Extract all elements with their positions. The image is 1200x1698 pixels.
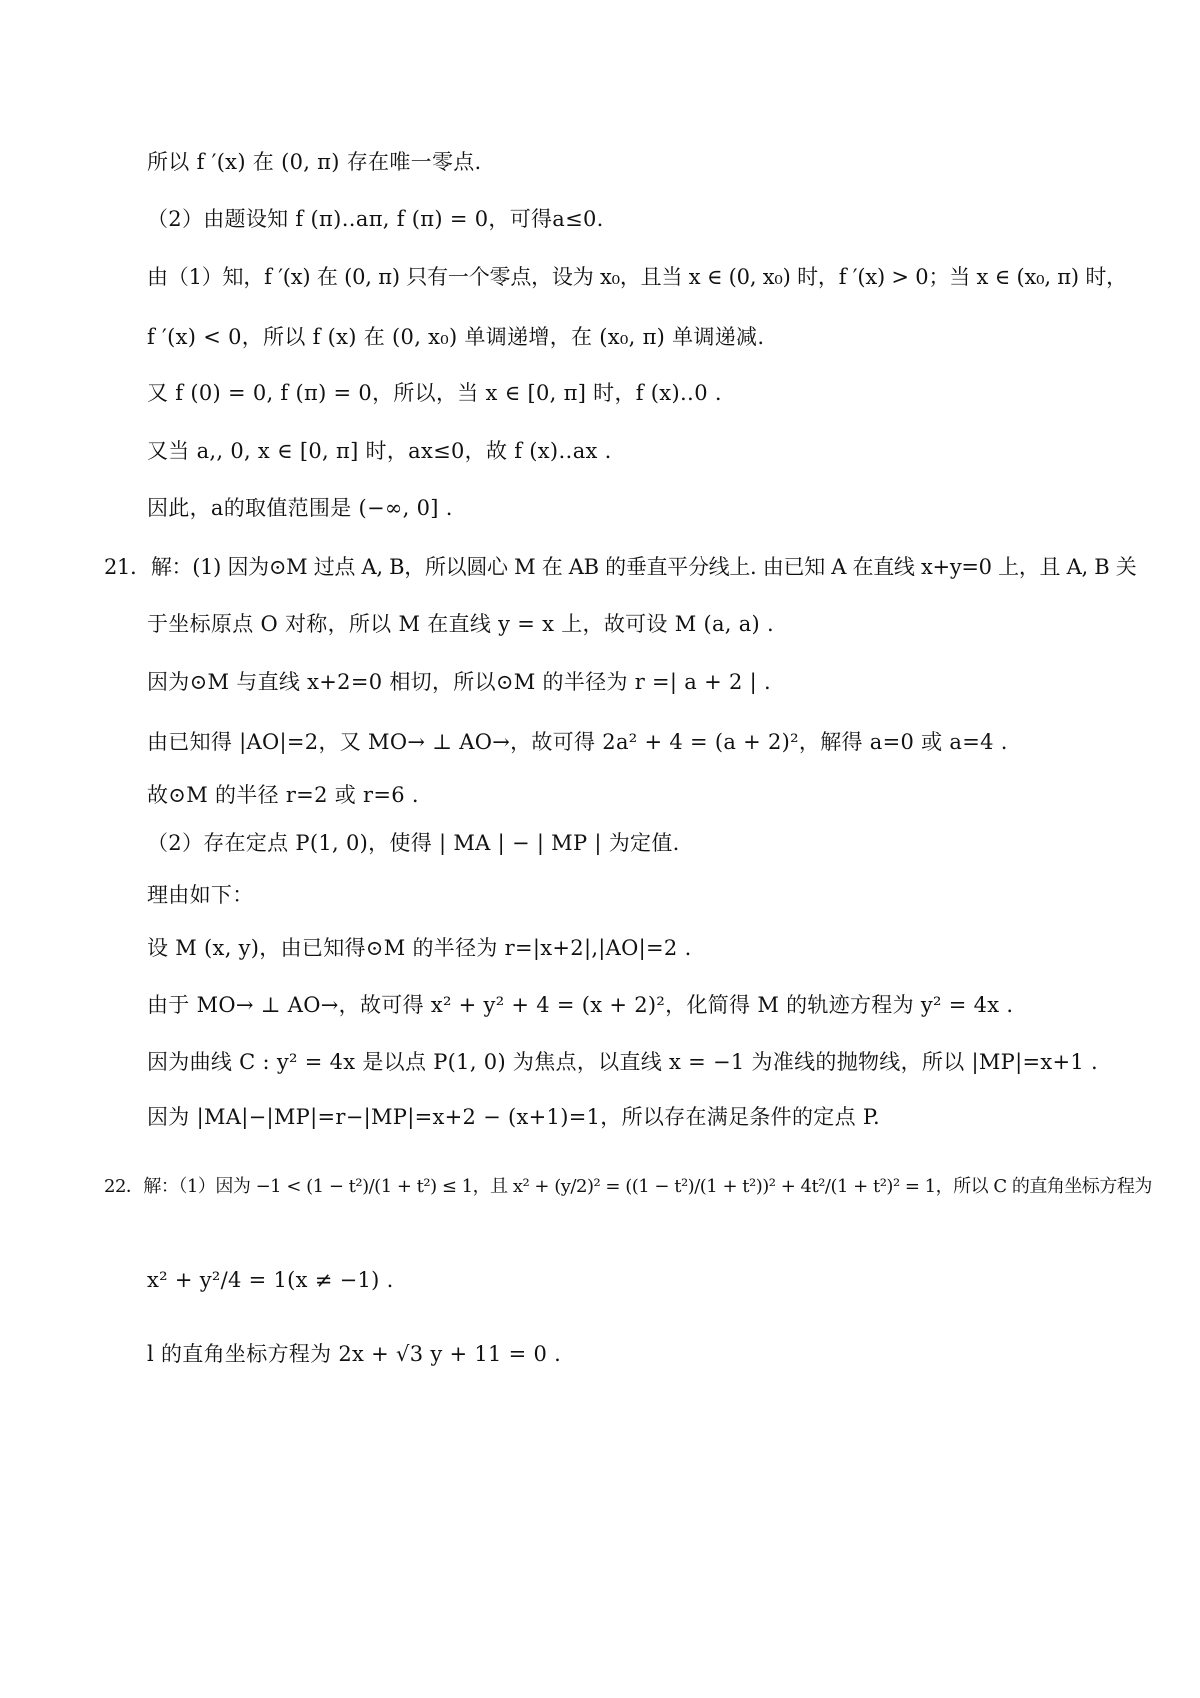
text-line-7: 因此，a的取值范围是 (−∞, 0] .: [147, 496, 453, 520]
text-line-16: 由于 MO→ ⊥ AO→，故可得 x² + y² + 4 = (x + 2)²，化简得 M 的轨迹方程为 y² = 4x .: [147, 993, 1014, 1017]
text-line-2: （2）由题设知 f (π)‥aπ, f (π) = 0，可得a≤0.: [147, 207, 604, 231]
text-line-6: 又当 a,, 0, x ∈ [0, π] 时，ax≤0，故 f (x)‥ax .: [147, 439, 612, 463]
problem-21-heading: 21．解：(1) 因为⊙M 过点 A, B，所以圆心 M 在 AB 的垂直平分线上. 由已知 A 在直线 x+y=0 上，且 A, B 关: [104, 555, 1137, 579]
text-line-14: 理由如下：: [147, 883, 254, 907]
text-line-15: 设 M (x, y)，由已知得⊙M 的半径为 r=|x+2|,|AO|=2 .: [147, 936, 692, 960]
text-line-10: 因为⊙M 与直线 x+2=0 相切，所以⊙M 的半径为 r =| a + 2 | .: [147, 670, 771, 694]
text-line-1: 所以 f ′(x) 在 (0, π) 存在唯一零点.: [147, 150, 482, 174]
text-line-5: 又 f (0) = 0, f (π) = 0，所以，当 x ∈ [0, π] 时，f (x)‥0 .: [147, 381, 722, 405]
text-line-12: 故⊙M 的半径 r=2 或 r=6 .: [147, 783, 419, 807]
text-line-18: 因为 |MA|−|MP|=r−|MP|=x+2 − (x+1)=1，所以存在满足条件的定点 P.: [147, 1105, 880, 1129]
text-line-9: 于坐标原点 O 对称，所以 M 在直线 y = x 上，故可设 M (a, a) .: [147, 612, 775, 636]
text-line-13: （2）存在定点 P(1, 0)，使得 | MA | − | MP | 为定值.: [147, 831, 680, 855]
text-line-21: l 的直角坐标方程为 2x + √3 y + 11 = 0 .: [147, 1342, 562, 1366]
text-line-3: 由（1）知，f ′(x) 在 (0, π) 只有一个零点，设为 x₀，且当 x ∈ (0, x₀) 时，f ′(x) > 0；当 x ∈ (x₀, π) 时，: [147, 265, 1127, 289]
text-line-11: 由已知得 |AO|=2，又 MO→ ⊥ AO→，故可得 2a² + 4 = (a + 2)²，解得 a=0 或 a=4 .: [147, 730, 1008, 754]
text-line-17: 因为曲线 C : y² = 4x 是以点 P(1, 0) 为焦点，以直线 x = −1 为准线的抛物线，所以 |MP|=x+1 .: [147, 1050, 1099, 1074]
text-line-20: x² + y²/4 = 1(x ≠ −1) .: [147, 1268, 394, 1292]
text-line-4: f ′(x) < 0，所以 f (x) 在 (0, x₀) 单调递增，在 (x₀, π) 单调递减.: [147, 325, 765, 349]
problem-22-heading: 22．解：（1）因为 −1 < (1 − t²)/(1 + t²) ≤ 1，且 x² + (y/2)² = ((1 − t²)/(1 + t²))² + 4t²/(1 + t²)² = 1，所以 C 的直角坐标方程为: [104, 1176, 1152, 1197]
